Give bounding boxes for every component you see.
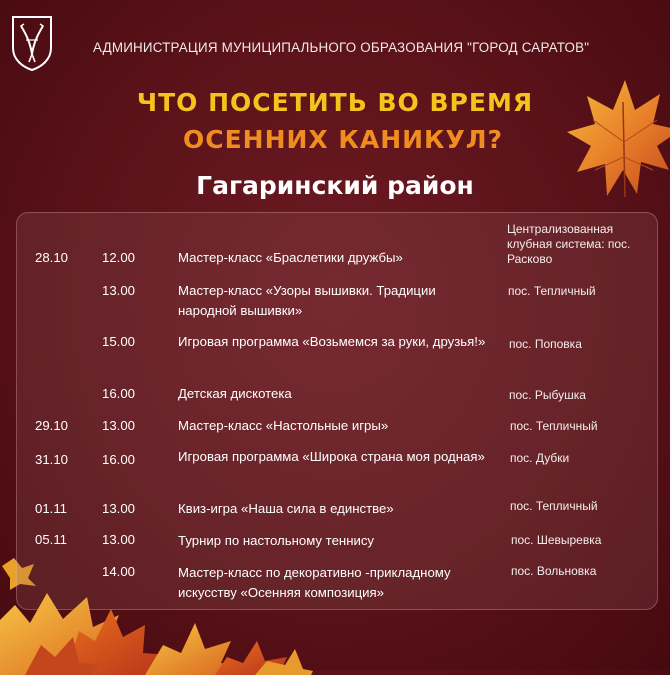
event-title: Квиз-игра «Наша сила в единстве» xyxy=(178,501,394,516)
event-title: Турнир по настольному теннису xyxy=(178,533,375,548)
event-time: 14.00 xyxy=(102,564,136,579)
district-title: Гагаринский район xyxy=(196,171,474,200)
event-title: Игровая программа «Возьмемся за руки, друзья!» xyxy=(178,334,486,349)
event-place: пос. Тепличный xyxy=(508,284,596,298)
organization-title: АДМИНИСТРАЦИЯ МУНИЦИПАЛЬНОГО ОБРАЗОВАНИЯ "ГОРОД САРАТОВ" xyxy=(93,40,590,55)
event-time: 16.00 xyxy=(102,386,136,401)
event-time: 12.00 xyxy=(102,250,136,265)
event-title: Мастер-класс «Браслетики дружбы» xyxy=(178,250,403,265)
event-time: 13.00 xyxy=(102,418,136,433)
event-title: Детская дискотека xyxy=(178,386,292,401)
event-place: пос. Рыбушка xyxy=(509,388,586,402)
event-title: Мастер-класс по декоративно -прикладному искусству «Осенняя композиция» xyxy=(178,565,451,600)
event-time: 13.00 xyxy=(102,532,136,547)
event-place: Централизованная клубная система: пос. Расково xyxy=(507,222,631,266)
event-date: 05.11 xyxy=(35,532,68,547)
event-place: пос. Дубки xyxy=(510,451,570,465)
event-time: 16.00 xyxy=(102,452,136,467)
event-place: пос. Тепличный xyxy=(510,499,598,513)
event-place: пос. Вольновка xyxy=(511,564,597,578)
event-time: 13.00 xyxy=(102,283,136,298)
event-date: 28.10 xyxy=(35,250,69,265)
event-title: Игровая программа «Широка страна моя родная» xyxy=(178,449,485,464)
event-place: пос. Тепличный xyxy=(510,419,598,433)
autumn-leaves-icon xyxy=(0,545,315,675)
event-place: пос. Шевыревка xyxy=(511,533,602,547)
event-time: 13.00 xyxy=(102,501,136,516)
event-date: 29.10 xyxy=(35,418,69,433)
saratov-coat-of-arms-icon xyxy=(10,14,54,72)
event-time: 15.00 xyxy=(102,334,136,349)
event-date: 01.11 xyxy=(35,501,68,516)
event-place: пос. Поповка xyxy=(509,337,582,351)
page-title-line-1: ЧТО ПОСЕТИТЬ ВО ВРЕМЯ xyxy=(136,88,534,117)
event-date: 31.10 xyxy=(35,452,69,467)
event-title: Мастер-класс «Узоры вышивки. Традиции народной вышивки» xyxy=(178,283,436,318)
page-title-line-2: ОСЕННИХ КАНИКУЛ? xyxy=(182,125,504,154)
event-title: Мастер-класс «Настольные игры» xyxy=(178,418,389,433)
